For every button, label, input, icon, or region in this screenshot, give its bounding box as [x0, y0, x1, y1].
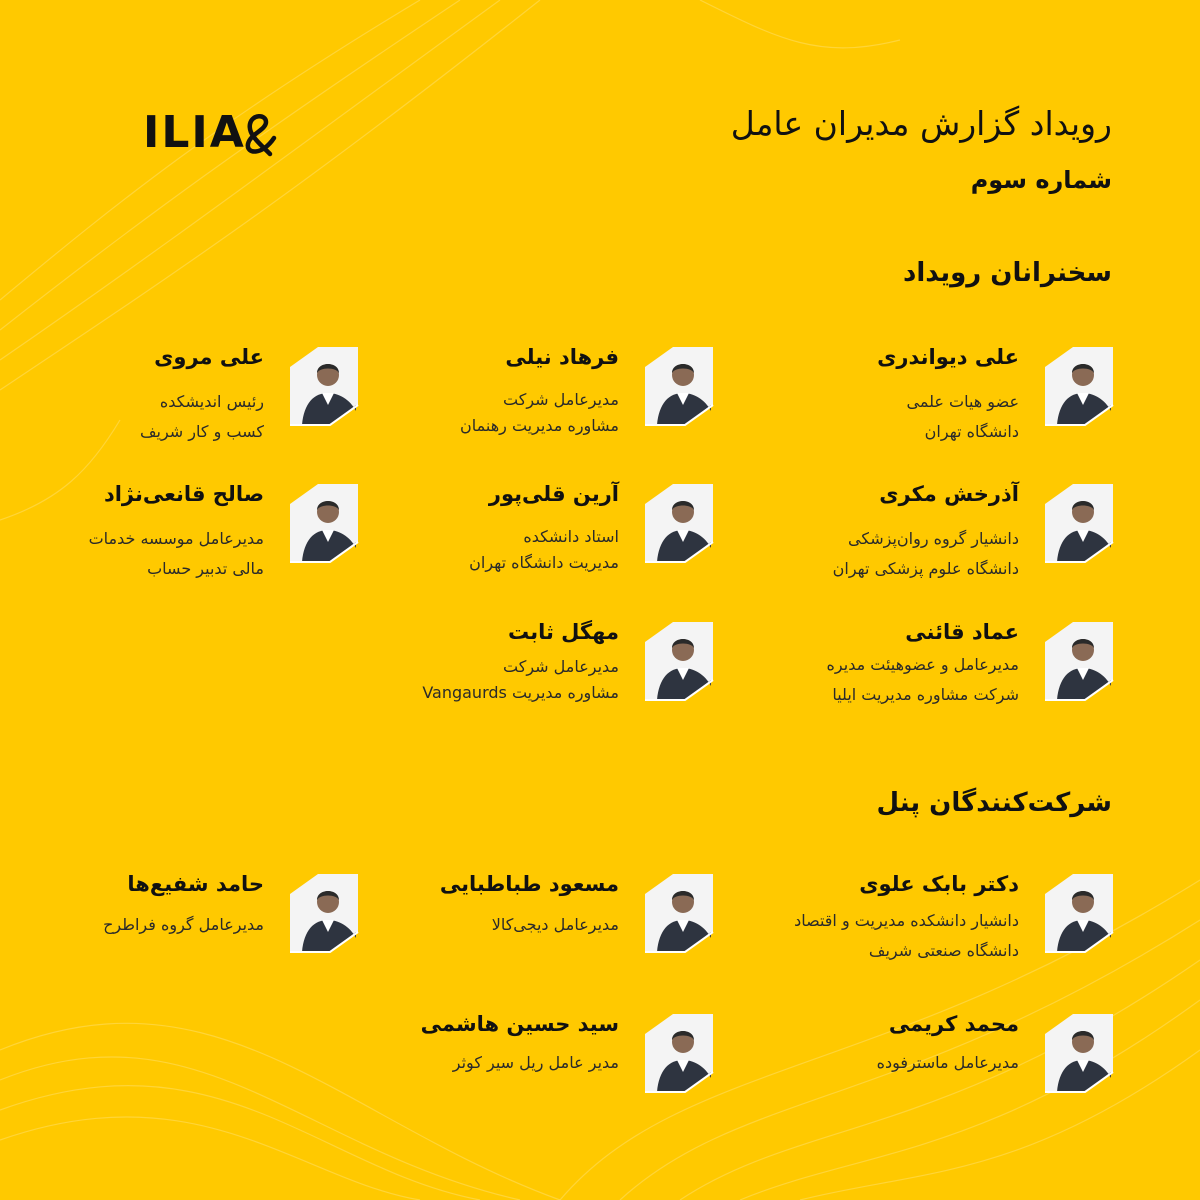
- ilia-logo: [143, 108, 280, 158]
- speaker-title: استاد دانشکده مدیریت دانشگاه تهران: [469, 527, 619, 572]
- person-silhouette-icon: [1043, 620, 1115, 702]
- panelist-name: حامد شفیع‌ها: [127, 872, 264, 896]
- panelist-card: [375, 872, 715, 982]
- speaker-title: رئیس اندیشکده کسب و کار شریف: [139, 392, 264, 441]
- person-silhouette-icon: [288, 345, 360, 427]
- speaker-name: عماد قائنی: [905, 620, 1019, 644]
- speaker-card: [375, 482, 715, 592]
- speaker-card: [775, 345, 1115, 455]
- speaker-name: علی دیواندری: [877, 345, 1019, 369]
- speaker-photo: [288, 345, 360, 427]
- person-silhouette-icon: [1043, 1012, 1115, 1094]
- speaker-photo: [1043, 482, 1115, 564]
- panelist-card: [20, 872, 360, 982]
- panelist-photo: [643, 1012, 715, 1094]
- person-silhouette-icon: [643, 872, 715, 954]
- person-silhouette-icon: [1043, 482, 1115, 564]
- speaker-card: [375, 620, 715, 730]
- speaker-photo: [1043, 620, 1115, 702]
- panelist-photo: [1043, 1012, 1115, 1094]
- speaker-card: [775, 482, 1115, 592]
- panelist-name: محمد کریمی: [888, 1012, 1019, 1036]
- panelist-title: مدیرعامل گروه فراطرح: [103, 915, 264, 934]
- ampersand-logo-mark: [240, 108, 280, 158]
- panelist-photo: [643, 872, 715, 954]
- event-title: رویداد گزارش مدیران عامل: [730, 104, 1112, 143]
- speaker-photo: [643, 345, 715, 427]
- speaker-photo: [1043, 345, 1115, 427]
- speaker-photo: [643, 482, 715, 564]
- speaker-card: [20, 482, 360, 592]
- speaker-title: مدیرعامل و عضوهیئت مدیره شرکت مشاوره مدیریت ایلیا: [826, 655, 1019, 704]
- speaker-name: آذرخش مکری: [879, 482, 1019, 506]
- panelist-photo: [288, 872, 360, 954]
- speakers-heading: سخنرانان رویداد: [903, 258, 1112, 288]
- panelist-card: [775, 872, 1115, 982]
- person-silhouette-icon: [288, 872, 360, 954]
- panelist-title: مدیر عامل ریل سیر کوثر: [452, 1053, 619, 1072]
- speaker-name: علی مروی: [154, 345, 264, 369]
- event-edition: شماره سوم: [970, 166, 1112, 194]
- speaker-photo: [643, 620, 715, 702]
- person-silhouette-icon: [643, 620, 715, 702]
- speaker-title: مدیرعامل شرکت مشاوره مدیریت Vangaurds: [422, 657, 619, 702]
- speaker-title: مدیرعامل موسسه خدمات مالی تدبیر حساب: [88, 529, 264, 578]
- speaker-name: آرین قلی‌پور: [488, 482, 619, 506]
- person-silhouette-icon: [1043, 872, 1115, 954]
- panelist-name: دکتر بابک علوی: [859, 872, 1019, 896]
- speaker-title: دانشیار گروه روان‌پزشکی دانشگاه علوم پزشکی تهران: [832, 529, 1019, 578]
- person-silhouette-icon: [643, 345, 715, 427]
- person-silhouette-icon: [643, 482, 715, 564]
- person-silhouette-icon: [288, 482, 360, 564]
- panelist-name: سید حسین هاشمی: [420, 1012, 619, 1036]
- logo-text: ILIA: [143, 107, 246, 158]
- panelist-card: [375, 1012, 715, 1122]
- panelist-title: دانشیار دانشکده مدیریت و اقتصاد دانشگاه صنعتی شریف: [794, 911, 1019, 960]
- speaker-title: عضو هیات علمی دانشگاه تهران: [906, 392, 1019, 441]
- panelist-card: [775, 1012, 1115, 1122]
- speaker-name: فرهاد نیلی: [505, 345, 619, 369]
- speaker-card: [375, 345, 715, 455]
- speaker-title: مدیرعامل شرکت مشاوره مدیریت رهنمان: [459, 390, 619, 435]
- speaker-card: [20, 345, 360, 455]
- panelist-photo: [1043, 872, 1115, 954]
- speaker-photo: [288, 482, 360, 564]
- person-silhouette-icon: [643, 1012, 715, 1094]
- person-silhouette-icon: [1043, 345, 1115, 427]
- panelist-title: مدیرعامل دیجی‌کالا: [491, 915, 619, 934]
- speaker-name: صالح قانعی‌نژاد: [103, 482, 264, 506]
- panel-heading: شرکت‌کنندگان پنل: [876, 788, 1112, 818]
- panelist-name: مسعود طباطبایی: [439, 872, 619, 896]
- speaker-name: مهگل ثابت: [507, 620, 619, 644]
- speaker-card: [775, 620, 1115, 730]
- panelist-title: مدیرعامل ماسترفوده: [876, 1053, 1019, 1072]
